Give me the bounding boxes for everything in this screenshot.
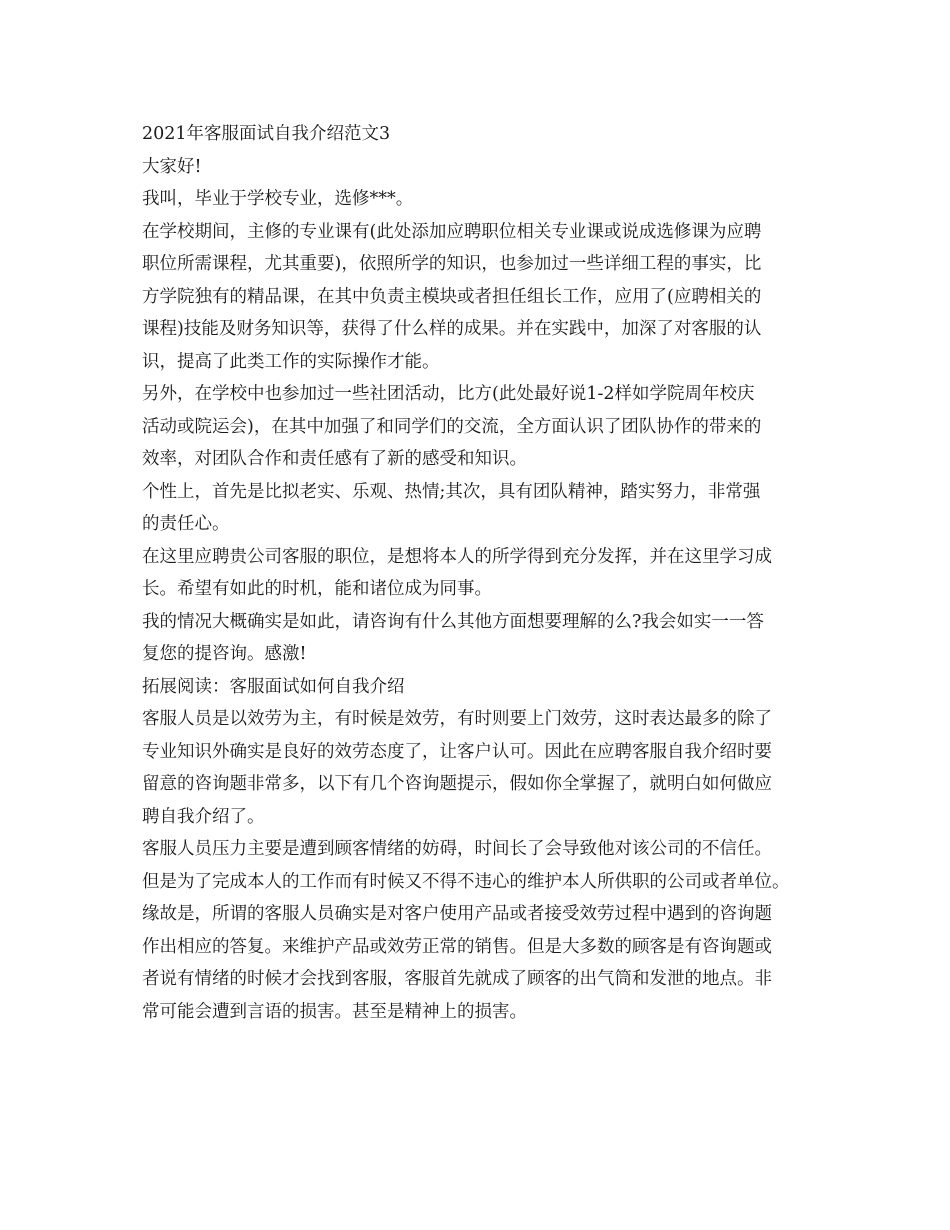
text-line: 作出相应的答复。来维护产品或效劳正常的销售。但是大多数的顾客是有咨询题或 xyxy=(142,936,772,957)
text-line: 活动或院运会)，在其中加强了和同学们的交流，全方面认识了团队协作的带来的 xyxy=(142,416,762,437)
text-line: 我的情况大概确实是如此，请咨询有什么其他方面想要理解的么?我会如实一一答 xyxy=(142,611,764,632)
text-line: 客服人员压力主要是遭到顾客情绪的妨碍，时间长了会导致他对该公司的不信任。 xyxy=(142,839,772,859)
text-line: 我叫，毕业于学校专业，选修***。 xyxy=(142,189,414,209)
text-line: 在学校期间，主修的专业课有(此处添加应聘职位相关专业课或说成选修课为应聘 xyxy=(142,221,762,242)
greeting-line: 大家好! xyxy=(142,156,202,177)
text-line: 但是为了完成本人的工作而有时候又不得不违心的维护本人所供职的公司或者单位。 xyxy=(142,871,790,892)
text-line: 者说有情绪的时候才会找到客服，客服首先就成了顾客的出气筒和发泄的地点。非 xyxy=(142,969,772,989)
document-body xyxy=(142,118,822,1028)
text-line: 缘故是，所谓的客服人员确实是对客户使用产品或者接受效劳过程中遇到的咨询题 xyxy=(142,904,772,924)
document-title: 2021年客服面试自我介绍范文3 xyxy=(142,124,391,144)
text-line: 方学院独有的精品课，在其中负责主模块或者担任组长工作，应用了(应聘相关的 xyxy=(142,286,762,307)
text-line: 效率，对团队合作和责任感有了新的感受和知识。 xyxy=(142,449,527,469)
text-line: 专业知识外确实是良好的效劳态度了，让客户认可。因此在应聘客服自我介绍时要 xyxy=(142,741,772,762)
section-heading: 拓展阅读：客服面试如何自我介绍 xyxy=(142,676,405,697)
text-line: 在这里应聘贵公司客服的职位，是想将本人的所学得到充分发挥，并在这里学习成 xyxy=(142,546,772,567)
text-line: 复您的提咨询。感激! xyxy=(142,644,307,664)
text-line: 长。希望有如此的时机，能和诸位成为同事。 xyxy=(142,579,492,599)
text-line: 客服人员是以效劳为主，有时候是效劳，有时则要上门效劳，这时表达最多的除了 xyxy=(142,709,772,729)
text-line: 另外，在学校中也参加过一些社团活动，比方(此处最好说1-2样如学院周年校庆 xyxy=(142,384,755,404)
text-line: 个性上，首先是比拟老实、乐观、热情;其次，具有团队精神，踏实努力，非常强 xyxy=(142,481,761,502)
text-line: 的责任心。 xyxy=(142,514,230,534)
text-line: 留意的咨询题非常多，以下有几个咨询题提示，假如你全掌握了，就明白如何做应 xyxy=(142,774,772,794)
text-line: 常可能会遭到言语的损害。甚至是精神上的损害。 xyxy=(142,1001,527,1022)
text-line: 聘自我介绍了。 xyxy=(142,806,265,827)
text-line: 职位所需课程，尤其重要)，依照所学的知识，也参加过一些详细工程的事实，比 xyxy=(142,254,762,274)
text-line: 课程)技能及财务知识等，获得了什么样的成果。并在实践中，加深了对客服的认 xyxy=(142,319,762,339)
text-line: 识，提高了此类工作的实际操作才能。 xyxy=(142,351,440,372)
